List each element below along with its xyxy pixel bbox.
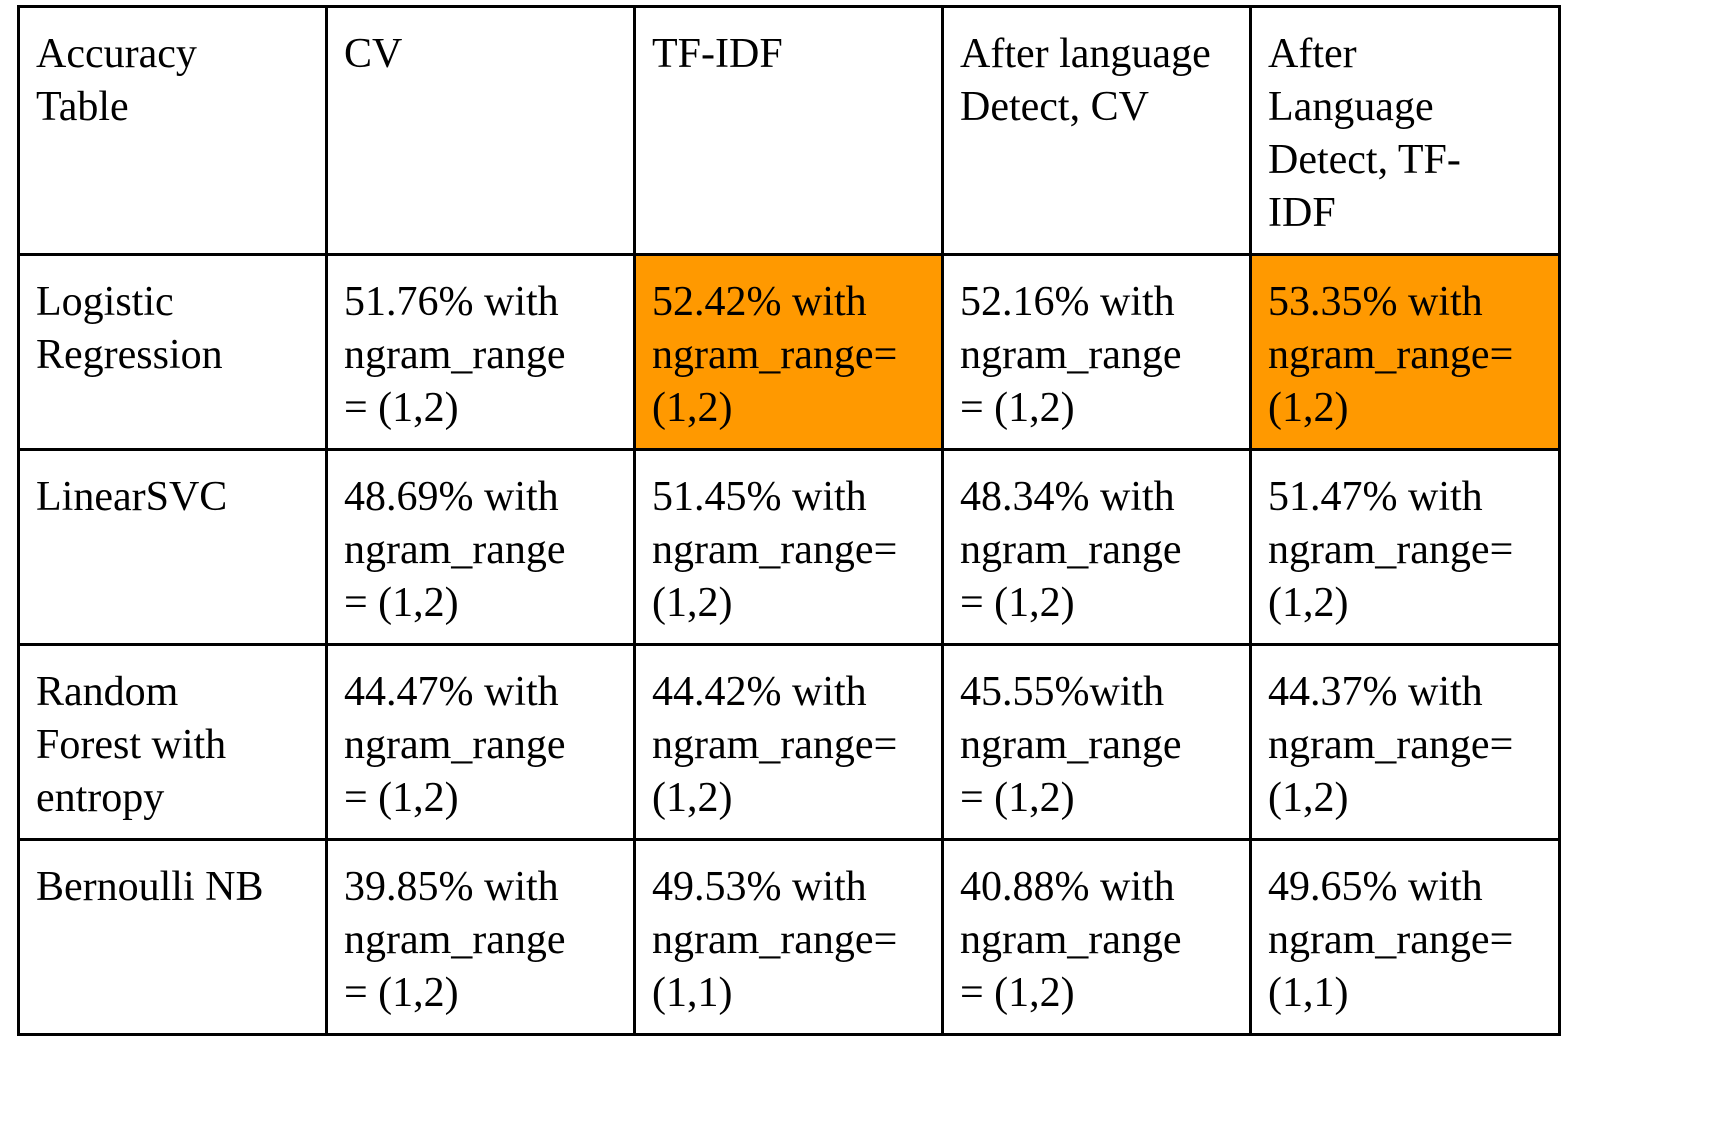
cell-text-line: Language [1268,84,1434,130]
cell-text-line: ngram_range= [1268,527,1514,573]
cell-text-line: Accuracy [36,31,197,77]
accuracy-cell [1251,645,1560,840]
cell-text-line: IDF [1268,190,1336,236]
cell-text-line: ngram_range [344,917,566,963]
cell-text-line: 40.88% with [960,864,1175,910]
cell-text-line: ngram_range [344,527,566,573]
cell-text-line: = (1,2) [344,775,459,821]
column-header-cell [327,7,635,255]
accuracy-cell [327,450,635,645]
cell-text-line: ngram_range= [652,527,898,573]
cell-text-line: ngram_range= [652,722,898,768]
accuracy-cell [635,645,943,840]
cell-text-line: 48.34% with [960,474,1175,520]
column-header-cell [943,7,1251,255]
cell-text-line: (1,2) [1268,775,1349,821]
cell-text-line: = (1,2) [344,385,459,431]
accuracy-table [17,5,1561,1036]
accuracy-cell [943,450,1251,645]
accuracy-cell [1251,255,1560,450]
cell-text-line: 52.16% with [960,279,1175,325]
cell-text-line: Detect, TF- [1268,137,1461,183]
table-row [19,255,1560,450]
cell-text-line: 45.55%with [960,669,1165,715]
cell-text-line: Forest with [36,722,227,768]
cell-text-line: ngram_range [960,332,1182,378]
column-header-cell [635,7,943,255]
cell-text-line: LinearSVC [36,474,228,520]
cell-text-line: 48.69% with [344,474,559,520]
cell-text-line: Logistic [36,279,174,325]
cell-text-line: ngram_range [344,722,566,768]
cell-text-line: 49.65% with [1268,864,1483,910]
cell-text-line: TF-IDF [652,31,783,77]
cell-text-line: (1,2) [652,580,733,626]
model-name-cell [19,450,327,645]
cell-text-line: = (1,2) [960,970,1075,1016]
accuracy-cell [1251,450,1560,645]
cell-text-line: Table [36,84,129,130]
cell-text-line: ngram_range= [652,917,898,963]
cell-text-line: 44.42% with [652,669,867,715]
cell-text-line: = (1,2) [960,385,1075,431]
cell-text-line: ngram_range [344,332,566,378]
accuracy-cell [327,255,635,450]
cell-text-line: entropy [36,775,165,821]
table-row [19,645,1560,840]
cell-text-line: = (1,2) [960,775,1075,821]
cell-text-line: Bernoulli NB [36,864,264,910]
cell-text-line: Regression [36,332,223,378]
model-name-cell [19,645,327,840]
cell-text-line: 51.47% with [1268,474,1483,520]
cell-text-line: (1,2) [652,775,733,821]
cell-text-line: ngram_range [960,722,1182,768]
cell-text-line: ngram_range= [652,332,898,378]
accuracy-cell [327,645,635,840]
table-row [19,840,1560,1035]
cell-text-line: (1,2) [1268,580,1349,626]
cell-text-line: (1,2) [652,385,733,431]
cell-text-line: = (1,2) [960,580,1075,626]
cell-text-line: 51.45% with [652,474,867,520]
accuracy-table-body [19,7,1560,1035]
cell-text-line: (1,1) [652,970,733,1016]
header-row [19,7,1560,255]
cell-text-line: CV [344,31,403,77]
cell-text-line: Detect, CV [960,84,1149,130]
accuracy-cell [943,255,1251,450]
cell-text-line: 53.35% with [1268,279,1483,325]
accuracy-cell [635,840,943,1035]
cell-text-line: After [1268,31,1357,77]
cell-text-line: 49.53% with [652,864,867,910]
column-header-cell [1251,7,1560,255]
cell-text-line: 51.76% with [344,279,559,325]
cell-text-line: 39.85% with [344,864,559,910]
accuracy-cell [635,450,943,645]
cell-text-line: After language [960,31,1211,77]
cell-text-line: ngram_range= [1268,332,1514,378]
cell-text-line: = (1,2) [344,580,459,626]
cell-text-line: ngram_range= [1268,917,1514,963]
cell-text-line: (1,1) [1268,970,1349,1016]
table-row [19,450,1560,645]
cell-text-line: ngram_range [960,527,1182,573]
cell-text-line: (1,2) [1268,385,1349,431]
cell-text-line: ngram_range [960,917,1182,963]
model-name-cell [19,255,327,450]
accuracy-cell [327,840,635,1035]
accuracy-cell [635,255,943,450]
accuracy-cell [1251,840,1560,1035]
model-name-cell [19,840,327,1035]
cell-text-line: = (1,2) [344,970,459,1016]
accuracy-cell [943,840,1251,1035]
table-title-cell [19,7,327,255]
cell-text-line: 44.47% with [344,669,559,715]
cell-text-line: 52.42% with [652,279,867,325]
cell-text-line: 44.37% with [1268,669,1483,715]
accuracy-cell [943,645,1251,840]
cell-text-line: Random [36,669,179,715]
cell-text-line: ngram_range= [1268,722,1514,768]
